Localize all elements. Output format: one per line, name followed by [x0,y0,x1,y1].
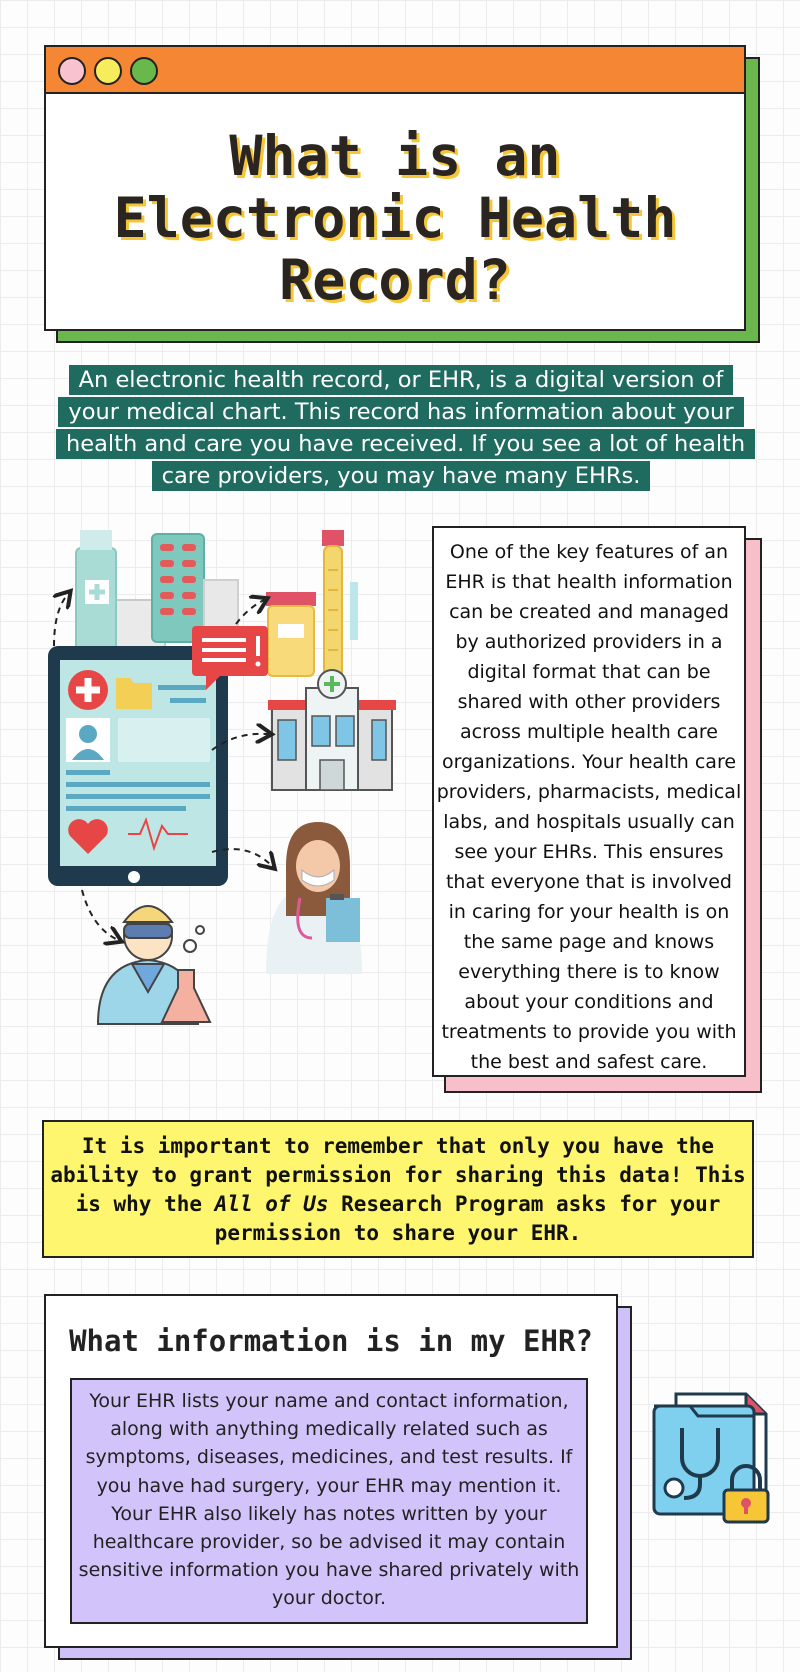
pink-dot-icon [58,57,86,85]
notice-text-end: Research Program asks for your permission to share your EHR. [214,1192,721,1245]
info-title: What information is in my EHR? [69,1324,593,1358]
info-box [44,1294,618,1648]
yellow-dot-icon [94,57,122,85]
medical-file-lock-icon [648,1388,778,1526]
info-panel [70,1378,588,1624]
intro-paragraph [56,364,746,492]
hospital-icon [268,670,396,790]
ehr-illustration [40,520,430,1100]
features-box [432,526,746,1077]
permission-notice [42,1120,754,1258]
program-name: All of Us [214,1192,329,1216]
title-line-3: Record? [279,248,511,312]
page-title [46,125,744,311]
window-title-bar [46,47,744,94]
green-dot-icon [130,57,158,85]
intro-text: An electronic health record, or EHR, is a digital version of your medical chart. This record has information about your health and care you have received. If you see a lot of health care providers, you may have many EHRs. [56,365,755,491]
title-line-2: Electronic Health [113,186,677,250]
notice-text-start: It is important to remember that only you have the ability to grant permission for sharing this data! This is why the [50,1134,746,1216]
features-text: One of the key features of an EHR is that health information can be created and managed by authorized providers in a digital format that can be shared with other providers across multiple health care organizations. Your health care providers, pharmacists, medical labs, and hospitals usually can see your EHRs. This ensures that everyone that is involved in caring for your health is on the same page and knows everything there is to know about your conditions and treatments to provide you with the best and safest care. [436,541,742,1073]
title-window [44,45,746,331]
scientist-icon [98,906,210,1024]
title-line-1: What is an [229,124,561,188]
tablet-health-record-icon [48,646,228,886]
doctor-icon [266,822,362,974]
info-text: Your EHR lists your name and contact information, along with anything medically related such as symptoms, diseases, medicines, and test results. If you have had surgery, your EHR may mention it. Your EHR also likely has notes written by your healthcare provider, so be advised it may contain sensitive information you have shared privately with your doctor. [78,1390,580,1610]
lab-samples-icon [266,530,358,678]
